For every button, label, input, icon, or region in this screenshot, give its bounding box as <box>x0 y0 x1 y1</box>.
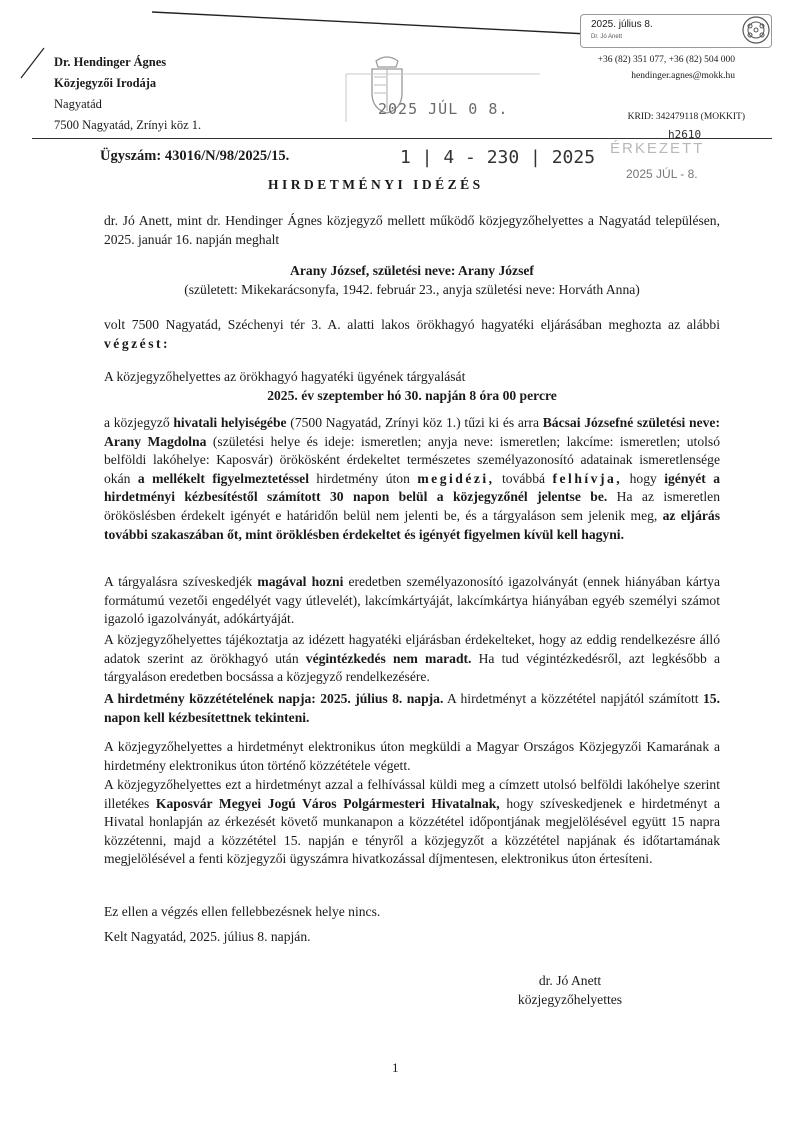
summons-paragraph <box>104 414 720 544</box>
received-label: ÉRKEZETT <box>610 140 705 157</box>
publication-paragraph <box>104 690 720 727</box>
handwritten-registry-number: 1 | 4 - 230 | 2025 <box>400 147 596 168</box>
office-address: 7500 Nagyatád, Zrínyi köz 1. <box>54 118 202 132</box>
intro-paragraph: dr. Jó Anett, mint dr. Hendinger Ágnes közjegyző mellett működő közjegyzőhelyettes a Nagyatád településen, 2025. január 16. napján meghalt <box>104 213 720 247</box>
date-stamp-sub: Dr. Jó Anett <box>591 34 623 40</box>
p9-run: hogy szíveskedjenek e hirdetményt a Hivatal honlapján az érkezését követő munkanapon a közzététel időpontjának megjelölésével együtt 15 napra közzétenni, majd a közzététel 15. napján e tényről a közjegyzőt a közzététel napjának és időtartamának megjelölésével a fenti közjegyzői ügyszámra hivatkozással díjmentesen, elektronikus úton értesíteni. <box>104 795 720 867</box>
document-title: HIRDETMÉNYI IDÉZÉS <box>268 177 484 192</box>
hearing-date: 2025. év szeptember hó 30. napján 8 óra 00 percre <box>267 388 557 403</box>
signature-name: dr. Jó Anett <box>538 973 602 988</box>
p4-run: Bácsai Józsefné születési neve: Arany Magdolna <box>104 415 720 449</box>
p4-run: igényét a hirdetményi kézbesítéstől számított 30 napon belül a közjegyzőnél jelentse be. <box>104 470 720 505</box>
p7-run: A hirdetményt a közzététel napjától számított <box>443 691 703 706</box>
p4-run: megidézi, <box>417 470 495 486</box>
p4-run: hirdetmény úton <box>308 470 418 486</box>
p4-run: hivatali helyiségébe <box>173 415 287 430</box>
deceased-info: (született: Mikekarácsonyfa, 1942. február 23., anyja születési neve: Horváth Anna) <box>184 282 640 297</box>
office-city: Nagyatád <box>54 97 102 111</box>
page-number: 1 <box>392 1060 399 1075</box>
notary-name: Dr. Hendinger Ágnes <box>54 55 167 69</box>
p4-run: (7500 Nagyatád, Zrínyi köz 1.) tűzi ki és arra <box>286 415 543 430</box>
p5-run: eredetben személyazonosító igazolványát (ennek hiányában kártya formátumú vezetői engedélyét vagy útlevelét), lakcímkártyáját, lakcímkártya hiányában egyéb személyi számot igazoló igazolványát, adókártyáját. <box>104 574 720 627</box>
municipality-paragraph <box>104 776 720 869</box>
header-divider <box>32 138 772 139</box>
date-place: Kelt Nagyatád, 2025. július 8. napján. <box>104 929 311 944</box>
date-stamp-text: 2025. július 8. <box>591 19 653 30</box>
office-header <box>54 52 201 136</box>
handwritten-note: h2610 <box>668 128 702 141</box>
p6-run: végintézkedés nem maradt. <box>305 650 472 666</box>
phone-numbers: +36 (82) 351 077, +36 (82) 504 000 <box>597 55 735 65</box>
case-number: Ügyszám: 43016/N/98/2025/15. <box>100 148 290 164</box>
krid-number: KRID: 342479118 (MOKKIT) <box>627 112 745 122</box>
p4-run: felhívja, <box>552 470 623 486</box>
contact-block <box>560 52 735 84</box>
p9-run: A közjegyzőhelyettes ezt a hirdetményt azzal a felhívással küldi meg a címzett utolsó belföldi lakóhelye szerint illetékes <box>104 777 720 811</box>
p5-run: magával hozni <box>257 574 344 589</box>
p4-run: a közjegyző <box>104 415 174 430</box>
p4-run: Ha az ismeretlen örököslésben érdekelt igényét e határidőn belül nem jelenti be, és a tárgyaláson sem jelenik meg, <box>104 489 720 523</box>
handwritten-line <box>150 8 590 38</box>
p6-run: Ha tud végintézkedésről, azt legkésőbb a tárgyaláson eredetben bocsássa a közjegyző rendelkezésére. <box>104 650 720 685</box>
will-paragraph <box>104 631 720 687</box>
hearing-intro: A közjegyzőhelyettes az örökhagyó hagyatéki ügyének tárgyalását <box>104 369 466 384</box>
p4-run: hogy <box>622 470 665 486</box>
documents-paragraph <box>104 573 720 629</box>
p4-run: az eljárás további szakaszában őt, mint öröklésben érdekeltet és igényét figyelmen kívül kell hagyni. <box>104 507 720 542</box>
margin-slash-mark <box>18 46 48 80</box>
office-name: Közjegyzői Irodája <box>54 76 157 90</box>
p6-run: A közjegyzőhelyettes tájékoztatja az idézett hagyatéki eljárásban érdekelteket, hogy az eddig rendelkezésre álló adatok szerint az örökhagyó után <box>104 632 720 666</box>
p9-run: Kaposvár Megyei Jogú Város Polgármesteri Hivatalnak, <box>155 795 500 811</box>
deceased-name: Arany József, születési neve: Arany József <box>290 263 534 278</box>
p4-run: (születési helye és ideje: ismeretlen; anyja neve: ismeretlen; lakcíme: ismeretlen; utolsó belföldi lakóhelye: Kaposvár) örökösként érdekeltet természetes személyazonosító adatainak ismeretlensége okán <box>104 433 720 486</box>
registry-stamp-date: 2025 JÚL 0 8. <box>378 100 509 118</box>
decision-word: végzést: <box>104 335 171 351</box>
signature-role: közjegyzőhelyettes <box>517 992 623 1007</box>
received-date: 2025 JÚL - 8. <box>626 167 698 181</box>
p7-run: 15. napon kell kézbesítettnek tekinteni. <box>104 691 720 725</box>
seal-icon <box>740 14 772 46</box>
chamber-paragraph: A közjegyzőhelyettes a hirdetményt elektronikus úton megküldi a Magyar Országos Közjegyzői Kamarának a hirdetmény elektronikus úton történő közzététele végett. <box>104 739 720 773</box>
registry-stamp <box>310 52 560 132</box>
email-address: hendinger.agnes@mokk.hu <box>631 71 735 81</box>
p4-run: a mellékelt figyelmeztetéssel <box>137 470 309 486</box>
p4-run: továbbá <box>494 470 553 486</box>
appeal-notice: Ez ellen a végzés ellen fellebbezésnek helye nincs. <box>104 904 381 919</box>
signature-block <box>470 971 670 1009</box>
p5-run: A tárgyalásra szíveskedjék <box>104 574 258 589</box>
decision-intro <box>104 316 720 353</box>
received-stamp <box>610 140 704 181</box>
p7-run: A hirdetmény közzétételének napja: 2025. július 8. napja. <box>104 691 444 706</box>
decision-intro-text: volt 7500 Nagyatád, Széchenyi tér 3. A. alatti lakos örökhagyó hagyatéki eljárásában meghozta az alábbi <box>104 317 720 332</box>
